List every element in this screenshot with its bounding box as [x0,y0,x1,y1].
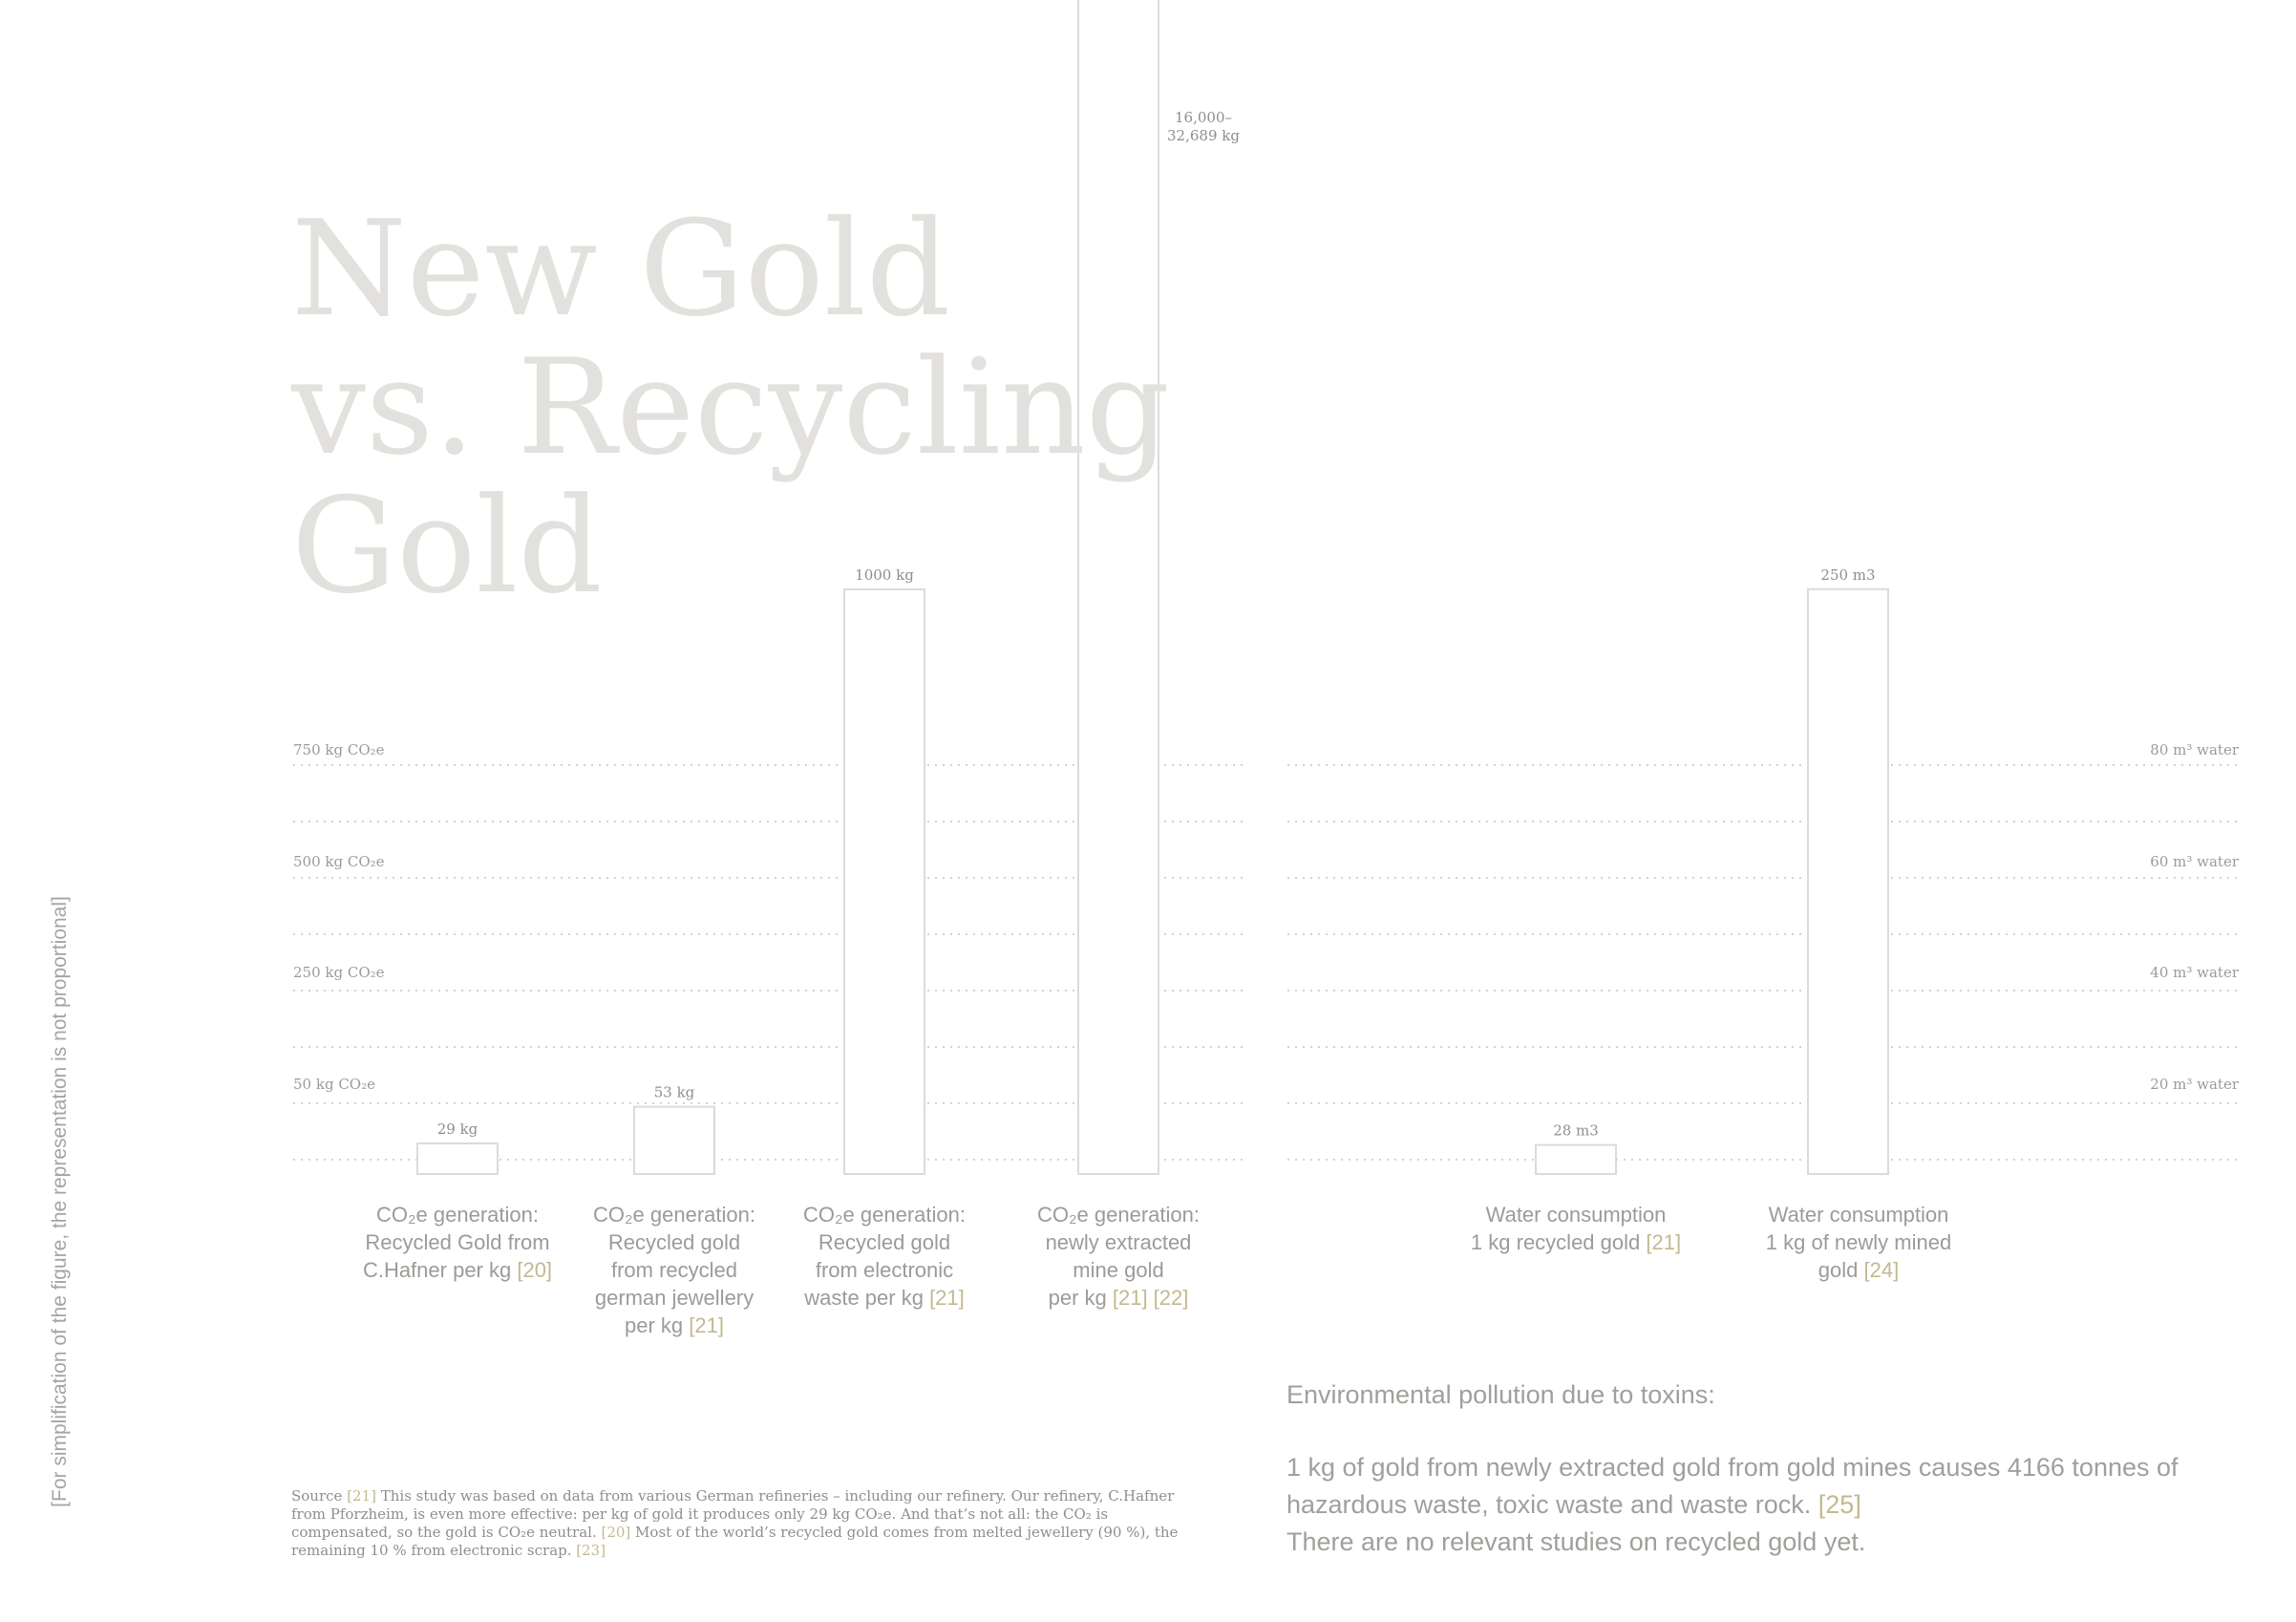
bar-value-label: 29 kg [436,1120,478,1138]
bar-category-label: CO₂e generation: Recycled gold from recycled german jewellery per kg [21] [593,1203,755,1337]
bar-1-1 [1808,589,1888,1174]
bar-0-2 [844,589,925,1174]
y-axis-label-co2: 50 kg CO₂e [293,1076,375,1093]
y-axis-label-co2: 750 kg CO₂e [293,741,385,758]
y-axis-label-co2: 500 kg CO₂e [293,853,385,870]
pollution-ref-25: [25] [1818,1490,1861,1519]
side-note: [For simplification of the figure, the representation is not proportional] [49,896,71,1507]
y-axis-label-water: 20 m³ water [2150,1076,2239,1093]
bar-0-1 [634,1107,714,1174]
source-ref-23: [23] [576,1542,606,1559]
y-axis-label-co2: 250 kg CO₂e [293,964,385,981]
reference-marker: [21] [1640,1230,1682,1254]
source-ref-20: [20] [601,1524,631,1541]
bar-category-label: CO₂e generation: newly extracted mine gold per kg [21] [22] [1037,1203,1200,1310]
bar-value-label: 1000 kg [855,566,914,584]
title-line-1: New Gold [291,192,951,346]
pollution-text-2: There are no relevant studies on recycled gold yet. [1286,1527,1866,1556]
bar-1-0 [1536,1145,1616,1174]
source-text-1: This study was based on data from various German refineries – including our refinery. Our refinery, C.Hafner from Pforzheim, is even more effective: per kg of gold it produces only 29 kg CO₂e. And that’s not all: the CO₂ is compensated, so the gold is CO₂e neutral. [291,1487,1175,1541]
y-axis-label-water: 80 m³ water [2150,741,2239,758]
bar-value-label: 28 m3 [1553,1121,1599,1140]
y-axis-label-water: 60 m³ water [2150,853,2239,870]
pollution-body [1286,1449,2251,1561]
pollution-heading: Environmental pollution due to toxins: [1286,1380,1715,1409]
bar-category-label: Water consumption 1 kg of newly mined gold [24] [1765,1203,1952,1282]
bar-category-label: CO₂e generation: Recycled Gold from C.Hafner per kg [20] [362,1203,553,1282]
reference-marker: [21] [923,1286,965,1310]
source-note [291,1487,1180,1560]
bar-0-3 [1078,0,1159,1174]
bar-0-0 [417,1143,498,1174]
bar-value-label: 16,000– [1175,109,1232,126]
pollution-note [1286,1376,2251,1561]
source-ref-21: [21] [347,1487,376,1505]
reference-marker: [24] [1858,1258,1900,1282]
reference-marker: [21] [683,1313,724,1337]
bar-category-label: Water consumption 1 kg recycled gold [21] [1470,1203,1682,1254]
source-prefix: Source [291,1487,348,1505]
title-line-2: vs. Recycling [291,331,1171,484]
y-axis-label-water: 40 m³ water [2150,964,2239,981]
source-text-2: Most of the world’s recycled gold comes from melted jewellery (90 %), the remaining 10 % from electronic scrap. [291,1524,1179,1559]
reference-marker: [21] [22] [1106,1286,1189,1310]
title-line-3: Gold [291,469,603,623]
bar-value-label: 250 m3 [1820,566,1876,584]
bar-value-label: 53 kg [653,1083,695,1101]
bar-category-label: CO₂e generation: Recycled gold from electronic waste per kg [21] [803,1203,966,1310]
bar-value-label: 32,689 kg [1167,127,1240,144]
reference-marker: [20] [511,1258,553,1282]
pollution-text-1: 1 kg of gold from newly extracted gold from gold mines causes 4166 tonnes of hazardous waste, toxic waste and waste rock. [1286,1453,2179,1519]
